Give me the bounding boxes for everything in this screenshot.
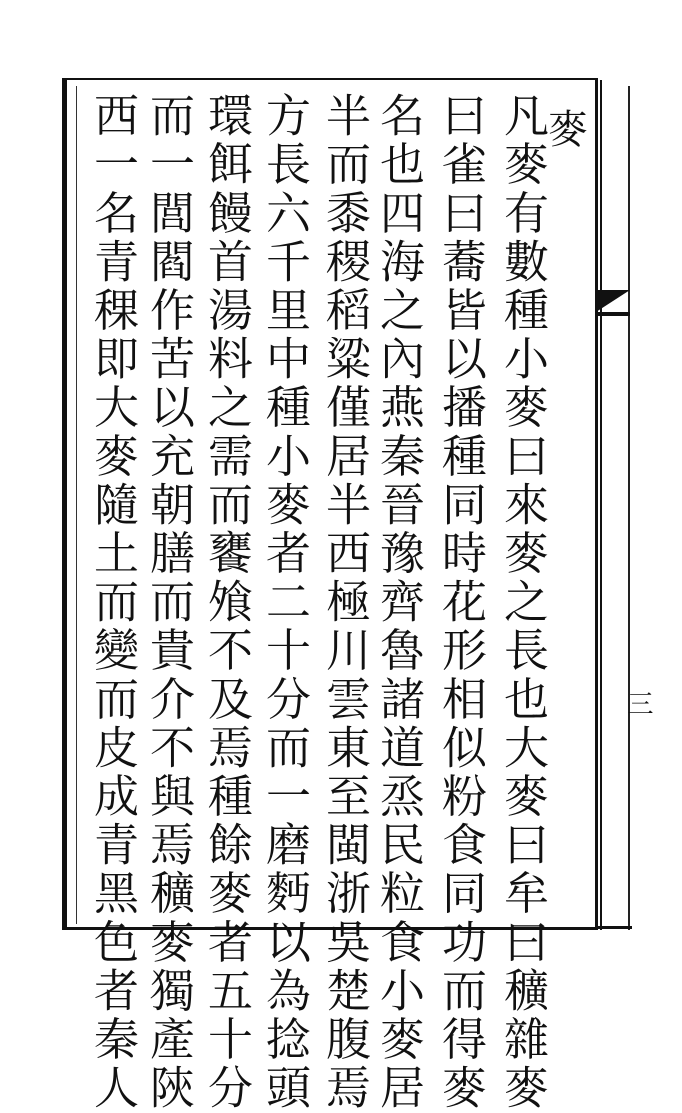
text-column-5: 方長六千里中種小麥者二十分而一磨麪以為捻頭	[258, 92, 311, 1113]
text-column-3: 名也四海之內燕秦晉豫齊魯諸道烝民粒食小麥居	[372, 92, 425, 1113]
text-column-8: 西一名青稞即大麥隨土而變而皮成青黑色者秦人	[86, 92, 139, 1113]
center-fold-rule	[600, 80, 602, 930]
text-column-6: 環餌饅首湯料之需而饔飧不及焉種餘麥者五十分	[200, 92, 253, 1113]
bottom-rule	[598, 926, 632, 929]
leaf-number: 三	[623, 690, 653, 716]
text-column-1: 凡麥有數種小麥曰來麥之長也大麥曰牟曰穬雜麥	[496, 92, 549, 1113]
page-edge-rule	[628, 86, 630, 930]
fishtail-bar-icon	[596, 312, 630, 316]
text-column-7: 而一閭閻作苦以充朝膳而貴介不與焉穬麥獨產陝	[142, 92, 195, 1113]
fishtail-mark-icon	[596, 290, 630, 312]
inner-frame-rule	[76, 86, 77, 924]
section-title: 麥	[548, 107, 588, 153]
text-column-2: 曰雀曰蕎皆以播種同時花形相似粉食同功而得麥	[434, 92, 487, 1113]
text-column-4: 半而黍稷稻粱僅居半西極川雲東至閩浙吳楚腹焉	[318, 92, 371, 1113]
